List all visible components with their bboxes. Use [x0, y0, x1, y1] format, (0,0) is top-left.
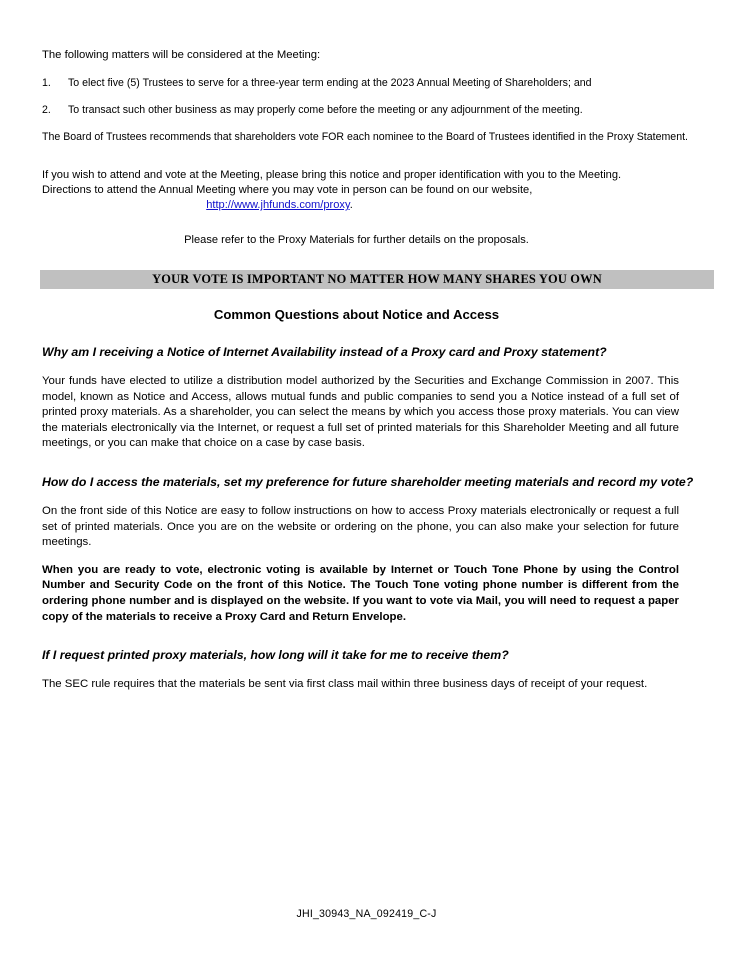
page-title: Common Questions about Notice and Access — [213, 307, 500, 322]
faq-question: How do I access the materials, set my preference for future shareholder meeting materials and record my vote? — [42, 474, 694, 489]
matters-list — [42, 76, 703, 117]
vote-importance-banner — [40, 270, 714, 289]
faq-question: If I request printed proxy materials, how long will it take for me to receive them? — [42, 648, 509, 663]
vote-importance-banner-text: YOUR VOTE IS IMPORTANT NO MATTER HOW MANY SHARES YOU OWN — [152, 272, 602, 286]
list-item-text: To transact such other business as may properly come before the meeting or any adjournment of the meeting. — [68, 104, 583, 116]
document-footer: JHI_30943_NA_092419_C-J — [296, 908, 437, 920]
link-suffix: . — [349, 199, 353, 211]
attendance-line-2: Directions to attend the Annual Meeting where you may vote in person can be found on our website, — [42, 184, 533, 196]
list-item-number: 1. — [42, 77, 51, 89]
faq-answer: On the front side of this Notice are easy to follow instructions on how to access Proxy materials electronically or request a full set of printed materials. Once you are on the website or ordering on the phone, you can also make your selection for future meetings. — [42, 504, 679, 549]
faq-answer: When you are ready to vote, electronic voting is available by Internet or Touch Tone Phone by using the Control Number and Security Code on the front of this Notice. The Touch Tone voting phone number is different from the ordering phone number and is displayed on the website. If you want to vote via Mail, you will need to request a paper copy of the materials to receive a Proxy Card and Return Envelope. — [42, 563, 679, 623]
attendance-line-3 — [42, 198, 703, 213]
list-item-text: To elect five (5) Trustees to serve for a three-year term ending at the 2023 Annual Meeting of Shareholders; and — [68, 77, 592, 89]
attendance-instructions — [42, 168, 703, 213]
list-item — [42, 76, 703, 90]
list-item — [42, 103, 703, 117]
attendance-line-1: If you wish to attend and vote at the Meeting, please bring this notice and proper identification with you to the Meeting. — [42, 169, 622, 181]
faq-question: Why am I receiving a Notice of Internet Availability instead of a Proxy card and Proxy statement? — [42, 345, 607, 359]
faq-answer: The SEC rule requires that the materials be sent via first class mail within three business days of receipt of your request. — [42, 678, 648, 691]
intro-line: The following matters will be considered at the Meeting: — [42, 49, 321, 61]
proxy-website-link[interactable]: http://www.jhfunds.com/proxy — [206, 199, 350, 211]
board-recommendation: The Board of Trustees recommends that shareholders vote FOR each nominee to the Board of Trustees identified in the Proxy Statement. — [42, 131, 688, 143]
refer-note: Please refer to the Proxy Materials for further details on the proposals. — [184, 234, 529, 246]
faq-answer: Your funds have elected to utilize a distribution model authorized by the Securities and Exchange Commission in 2007. This model, known as Notice and Access, allows mutual funds and public companies to send you a Notice instead of a full set of printed proxy materials. As a shareholder, you can select the means by which you access those proxy materials. You can view the materials electronically via the Internet, or request a full set of printed materials for this Shareholder Meeting and all future meetings, or you can make that choice on a case by case basis. — [42, 375, 679, 450]
list-item-number: 2. — [42, 104, 51, 116]
